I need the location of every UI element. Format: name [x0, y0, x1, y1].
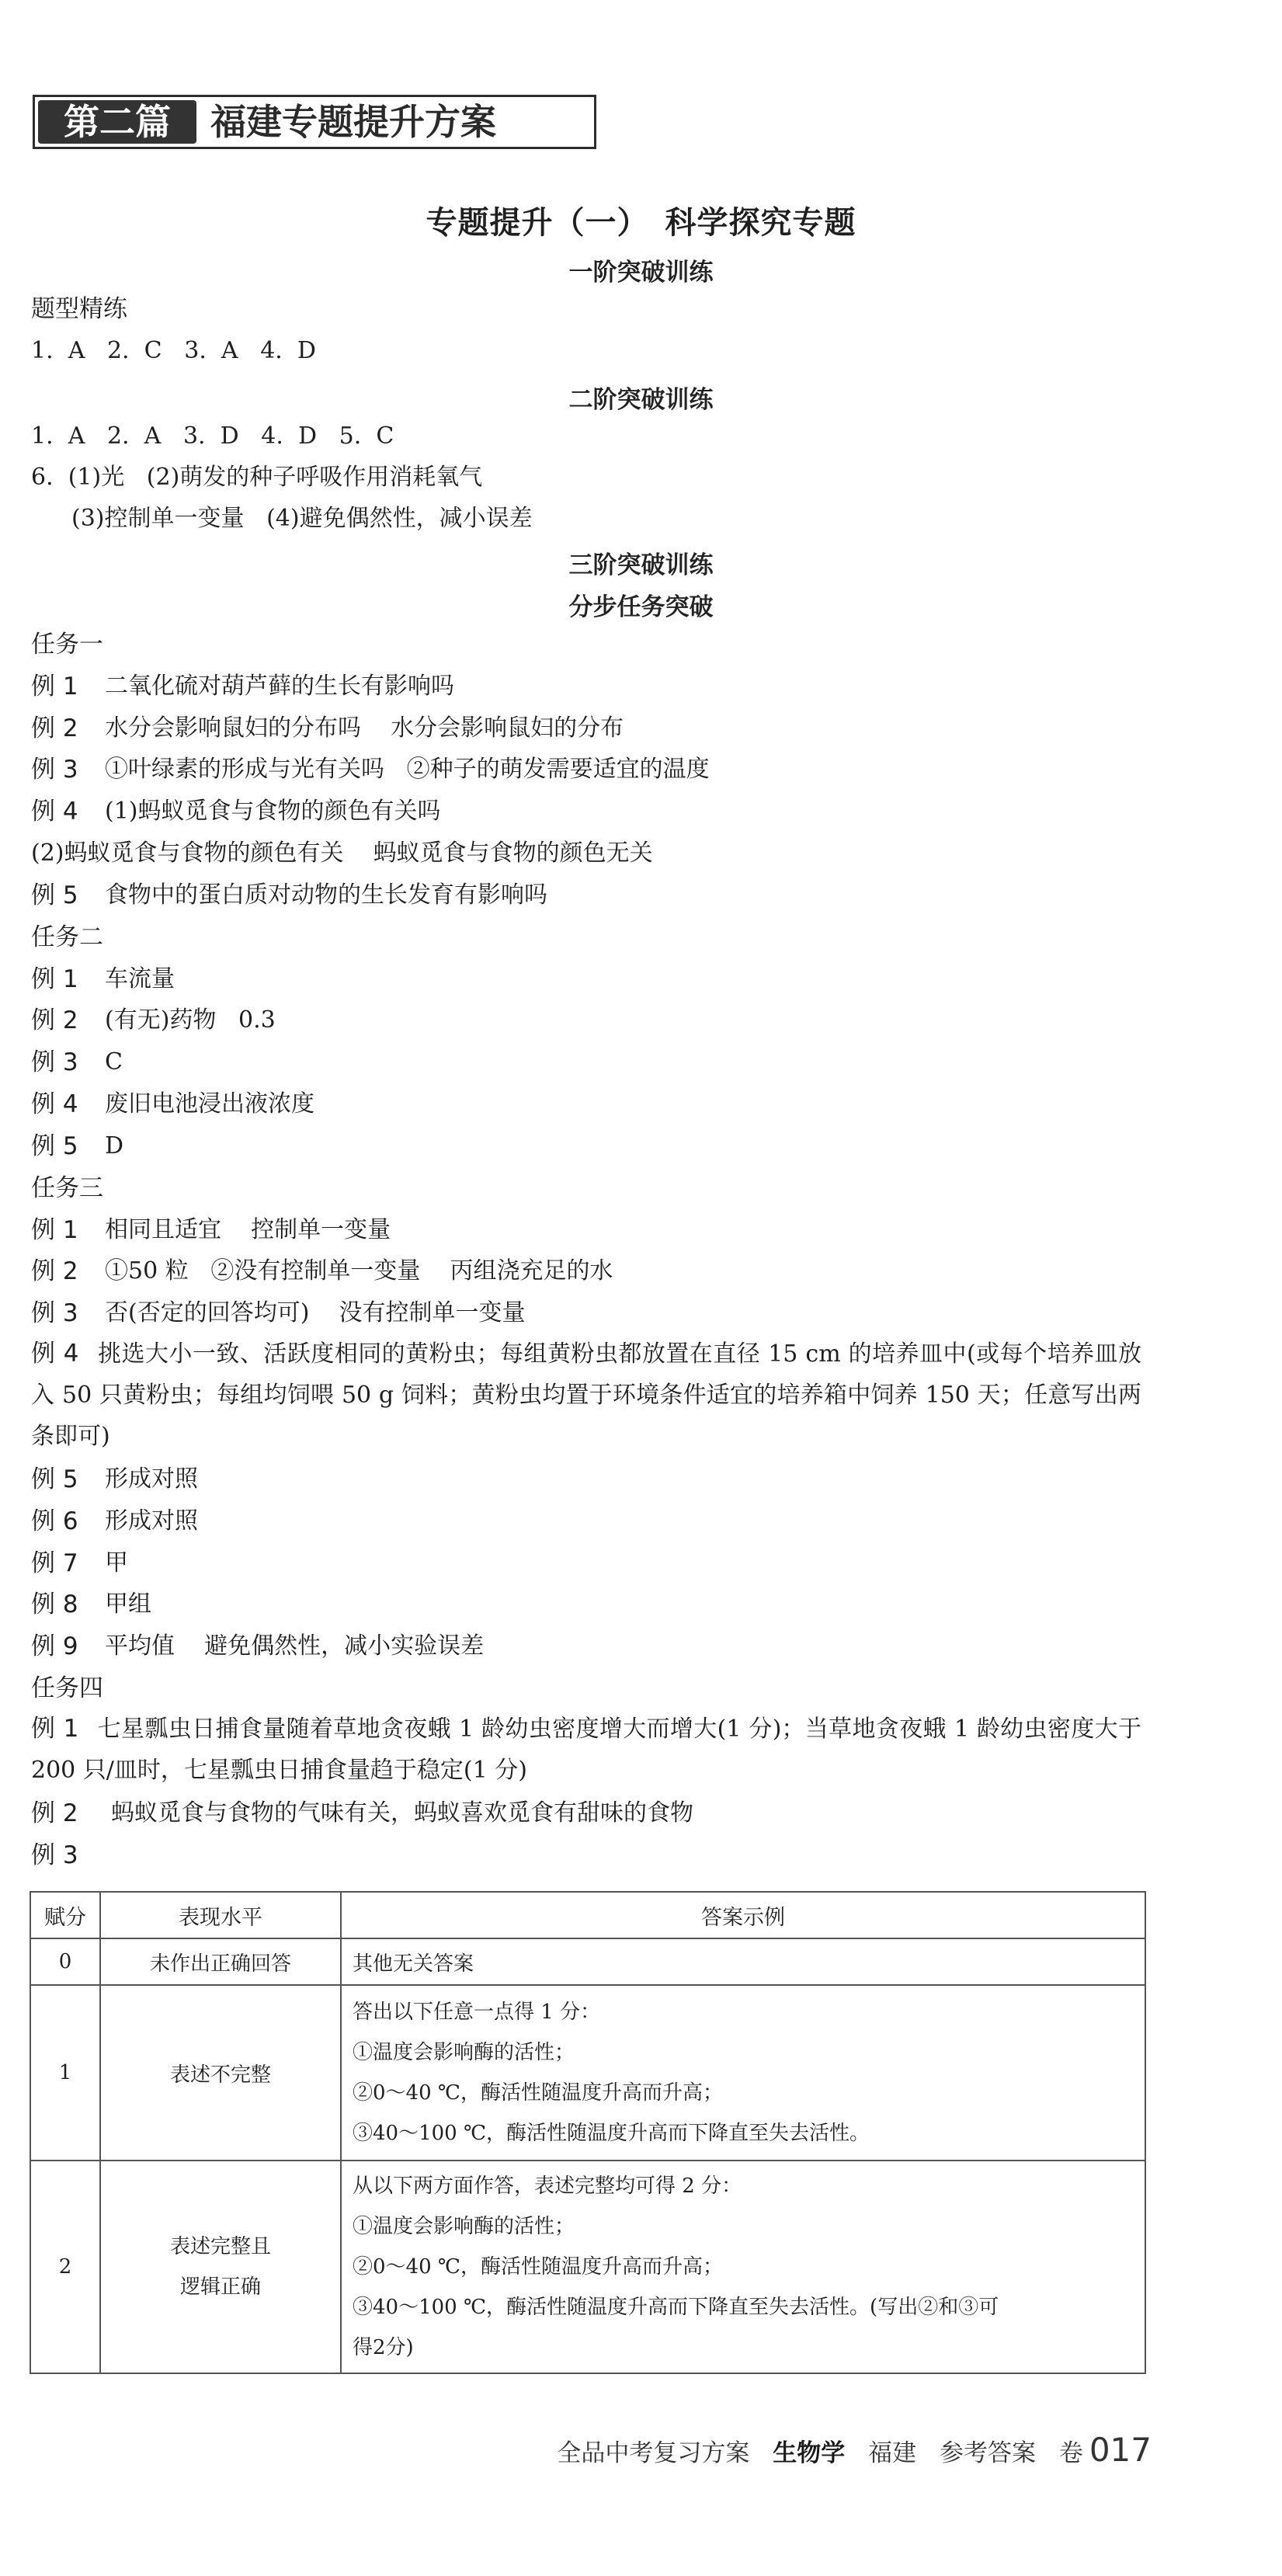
example-answer: 车流量 [105, 965, 175, 993]
answer-line: 答出以下任意一点得 1 分： [353, 2001, 601, 2024]
stage2-q6-line2: (3)控制单一变量 (4)避免偶然性，减小误差 [71, 505, 533, 532]
example-label: 例 5 [31, 881, 78, 909]
example-answer: ①50 粒 ②没有控制单一变量 丙组浇充足的水 [105, 1257, 613, 1285]
score-cell: 1 [30, 1985, 100, 2161]
example-answer: 相同且适宜 控制单一变量 [105, 1216, 391, 1243]
chapter-banner [33, 95, 596, 149]
example-label: 例 3 [31, 1841, 78, 1869]
example-answer: 食物中的蛋白质对动物的生长发育有影响吗 [105, 881, 547, 909]
answer-line: ②0～40 ℃，酶活性随温度升高而升高； [353, 2255, 723, 2279]
example-answer: 甲 [105, 1549, 128, 1577]
example-answer: 七星瓢虫日捕食量随着草地贪夜蛾 1 龄幼虫密度增大而增大(1 分)；当草地贪夜蛾 1 龄幼虫密度大于 200 只/皿时，七星瓢虫日捕食量趋于稳定(1 分) [31, 1716, 1141, 1784]
answer-line: ②0～40 ℃，酶活性随温度升高而升高； [353, 2081, 723, 2105]
example-label: 例 4 [31, 1340, 79, 1368]
example-label: 例 4 [31, 798, 78, 826]
example-answer: 废旧电池浸出液浓度 [105, 1090, 314, 1118]
example-label: 例 1 [31, 673, 78, 700]
example-label: 例 5 [31, 1132, 78, 1160]
example-1-paragraph [31, 1709, 1141, 1791]
level-cell: 表述不完整 [100, 1985, 341, 2161]
example-answer: 蚂蚁觅食与食物的气味有关，蚂蚁喜欢觅食有甜味的食物 [111, 1799, 693, 1827]
example-answer: (有无)药物 0.3 [105, 1006, 276, 1034]
example-label: 例 2 [31, 714, 78, 742]
page-number: 017 [1089, 2431, 1152, 2469]
stage3-title: 三阶突破训练 [568, 551, 714, 579]
question-type-heading: 题型精练 [31, 295, 127, 323]
example-label: 例 5 [31, 1465, 78, 1493]
example-answer: D [105, 1132, 124, 1159]
score-cell: 0 [30, 1938, 100, 1985]
example-answer-continuation: (2)蚂蚁觅食与食物的颜色有关 蚂蚁觅食与食物的颜色无关 [31, 840, 653, 867]
task2-heading: 任务二 [31, 923, 103, 951]
section-title: 专题提升（一） 科学探究专题 [426, 205, 856, 241]
answer-line: ③40～100 ℃，酶活性随温度升高而下降直至失去活性。 [353, 2122, 870, 2145]
answer-cell [341, 2161, 1145, 2373]
footer-series: 全品中考复习方案 [557, 2439, 750, 2467]
example-answer: 平均值 避免偶然性，减小实验误差 [105, 1632, 485, 1660]
chapter-title: 福建专题提升方案 [210, 101, 496, 143]
score-cell: 2 [30, 2161, 100, 2373]
column-header: 表现水平 [100, 1892, 341, 1938]
example-answer: (1)蚂蚁觅食与食物的颜色有关吗 [105, 798, 441, 825]
example-answer: C [105, 1048, 123, 1076]
task1-heading: 任务一 [31, 631, 103, 659]
example-label: 例 1 [31, 965, 78, 993]
example-label: 例 1 [31, 1216, 78, 1244]
page-footer [541, 2431, 1152, 2469]
table-row [30, 1985, 1145, 2161]
example-label: 例 2 [31, 1799, 78, 1827]
table-row [30, 1938, 1145, 1985]
example-4-paragraph [31, 1333, 1141, 1457]
scoring-rubric-table [30, 1891, 1146, 2374]
task3-heading: 任务三 [31, 1174, 103, 1202]
stage2-title: 二阶突破训练 [568, 386, 714, 414]
chapter-tag: 第二篇 [38, 100, 196, 144]
example-label: 例 3 [31, 756, 78, 784]
level-cell [100, 2161, 341, 2373]
answer-line: ①温度会影响酶的活性； [353, 2041, 575, 2064]
task4-heading: 任务四 [31, 1674, 103, 1702]
column-header: 答案示例 [341, 1892, 1145, 1938]
example-answer: 挑选大小一致、活跃度相同的黄粉虫；每组黄粉虫都放置在直径 15 cm 的培养皿中(或每个培养皿放入 50 只黄粉虫；每组均饲喂 50 g 饲料；黄粉虫均置于环境条件适宜的培养箱中饲养 150 天；任意写出两条即可) [31, 1340, 1142, 1450]
answer-cell: 其他无关答案 [341, 1938, 1145, 1985]
answer-line: ③40～100 ℃，酶活性随温度升高而下降直至失去活性。(写出②和③可 [353, 2296, 999, 2319]
answer-line: ①温度会影响酶的活性； [353, 2215, 575, 2238]
column-header: 赋分 [30, 1892, 100, 1938]
table-header-row [30, 1892, 1145, 1938]
footer-subject: 生物学 [773, 2439, 846, 2467]
example-answer: 否(否定的回答均可) 没有控制单一变量 [105, 1299, 526, 1326]
example-answer: 甲组 [105, 1590, 151, 1618]
answer-cell [341, 1985, 1145, 2161]
example-label: 例 3 [31, 1299, 78, 1327]
example-label: 例 3 [31, 1048, 78, 1076]
level-line: 表述完整且 [169, 2235, 271, 2258]
footer-volume: 卷 [1058, 2439, 1083, 2467]
table-row [30, 2161, 1145, 2373]
stage2-answers: 1. A 2. A 3. D 4. D 5. C [31, 422, 394, 450]
stage1-title: 一阶突破训练 [568, 259, 714, 287]
example-label: 例 8 [31, 1590, 78, 1618]
example-answer: 二氧化硫对葫芦藓的生长有影响吗 [105, 673, 454, 700]
example-label: 例 2 [31, 1257, 78, 1285]
footer-section: 参考答案 [939, 2439, 1036, 2467]
example-label: 例 7 [31, 1549, 78, 1577]
example-answer: ①叶绿素的形成与光有关吗 ②种子的萌发需要适宜的温度 [105, 756, 710, 783]
example-label: 例 2 [31, 1006, 78, 1034]
example-label: 例 6 [31, 1507, 78, 1535]
answer-line: 从以下两方面作答，表述完整均可得 2 分： [353, 2174, 742, 2198]
example-label: 例 1 [31, 1715, 79, 1743]
example-label: 例 4 [31, 1090, 78, 1118]
level-line: 逻辑正确 [179, 2275, 261, 2299]
stage2-q6-line1: 6. (1)光 (2)萌发的种子呼吸作用消耗氧气 [31, 464, 483, 491]
stage1-answers: 1. A 2. C 3. A 4. D [31, 337, 316, 364]
footer-region: 福建 [868, 2439, 917, 2467]
example-answer: 水分会影响鼠妇的分布吗 水分会影响鼠妇的分布 [105, 714, 624, 742]
example-answer: 形成对照 [105, 1507, 198, 1535]
example-answer: 形成对照 [105, 1465, 198, 1493]
example-label: 例 9 [31, 1632, 78, 1660]
level-cell: 未作出正确回答 [100, 1938, 341, 1985]
stage3-subtitle: 分步任务突破 [568, 593, 714, 621]
answer-line: 得2分) [353, 2336, 414, 2359]
